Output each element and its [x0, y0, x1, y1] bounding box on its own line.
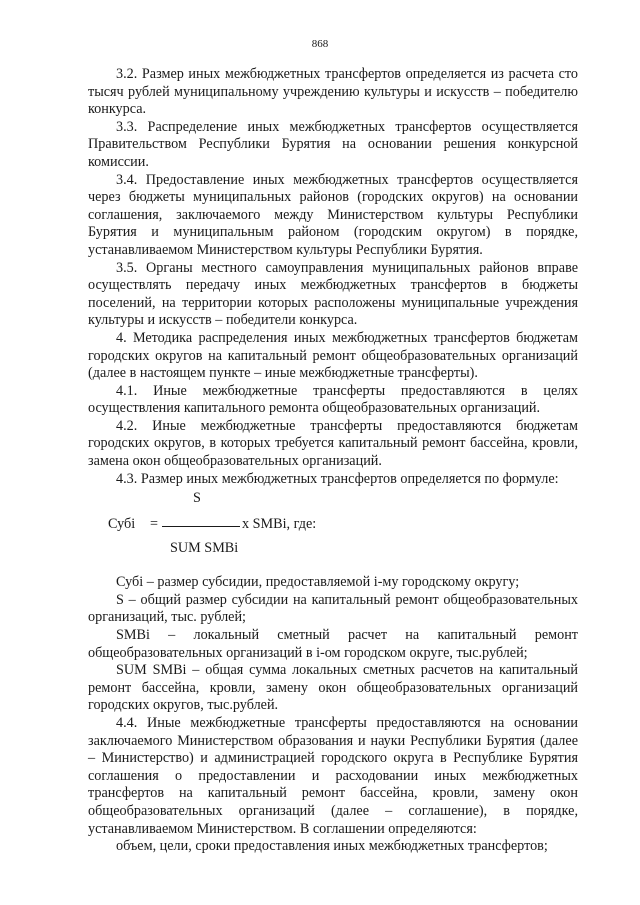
paragraph-4-4: 4.4. Иные межбюджетные трансферты предоставляются на основании заключаемого Министерством образования и науки Республики Бурятия (далее – Министерство) и администрацией городского округа в Республике Бурятия соглашения о предоставлении и расходовании иных межбюджетных трансфертов на капитальный ремонт бассейна, кровли, замену окон общеобразовательных организаций (далее – соглашение), в порядке, устанавливаемом Министерством. В соглашении определяются: — [88, 715, 578, 837]
agreement-item-volume: объем, цели, сроки предоставления иных межбюджетных трансфертов; — [116, 838, 548, 855]
formula-lhs: Субi — [108, 516, 136, 533]
paragraph-3-5: 3.5. Органы местного самоуправления муниципальных районов вправе осуществлять передачу иных межбюджетных трансфертов в бюджеты поселений, на территории которых расположены муниципальные учреждения культуры и искусств – победители конкурса. — [88, 259, 578, 329]
formula-fraction-bar — [162, 526, 240, 527]
formula-rhs: x SMBi, где: — [242, 516, 317, 533]
subsidy-formula — [88, 488, 578, 574]
formula-denominator: SUM SMBi — [170, 540, 239, 557]
paragraph-4: 4. Методика распределения иных межбюджетных трансфертов бюджетам городских округов на капитальный ремонт общеобразовательных организаций (далее в настоящем пункте – иные межбюджетные трансферты). — [88, 329, 578, 382]
paragraph-4-3: 4.3. Размер иных межбюджетных трансфертов определяется по формуле: — [116, 470, 559, 487]
paragraph-3-4: 3.4. Предоставление иных межбюджетных трансфертов осуществляется через бюджеты муниципальных районов (городских округов) на основании соглашения, заключаемого между Министерством культуры Республики Бурятия и муниципальным районом (городским округом) в порядке, устанавливаемом Министерством культуры Республики Бурятия. — [88, 171, 578, 258]
definition-sub: Субi – размер субсидии, предоставляемой i-му городскому округу; — [116, 574, 520, 591]
formula-equals: = — [150, 516, 159, 533]
definition-s: S – общий размер субсидии на капитальный ремонт общеобразовательных организаций, тыс. рублей; — [88, 591, 578, 626]
definition-smbi: SMBi – локальный сметный расчет на капитальный ремонт общеобразовательных организаций в i-ом городском округе, тыс.рублей; — [88, 627, 578, 661]
paragraph-3-2: 3.2. Размер иных межбюджетных трансфертов определяется из расчета сто тысяч рублей муниципальному учреждению культуры и искусств – победителю конкурса. — [88, 66, 578, 118]
document-body — [88, 66, 578, 856]
page-number: 868 — [311, 38, 329, 50]
paragraph-4-2: 4.2. Иные межбюджетные трансферты предоставляются бюджетам городских округов, в которых требуется капитальный ремонт бассейна, кровли, замена окон общеобразовательных организаций. — [88, 417, 578, 470]
paragraph-3-3: 3.3. Распределение иных межбюджетных трансфертов осуществляется Правительством Республики Бурятия на основании решения конкурсной комиссии. — [88, 118, 578, 170]
definition-sum-smbi: SUM SMBi – общая сумма локальных сметных расчетов на капитальный ремонт бассейна, кровли, замену окон общеобразовательных организаций городских округов, тыс.рублей. — [88, 662, 578, 714]
paragraph-4-1: 4.1. Иные межбюджетные трансферты предоставляются в целях осуществления капитального ремонта общеобразовательных организаций. — [88, 382, 578, 417]
formula-numerator: S — [193, 490, 201, 507]
